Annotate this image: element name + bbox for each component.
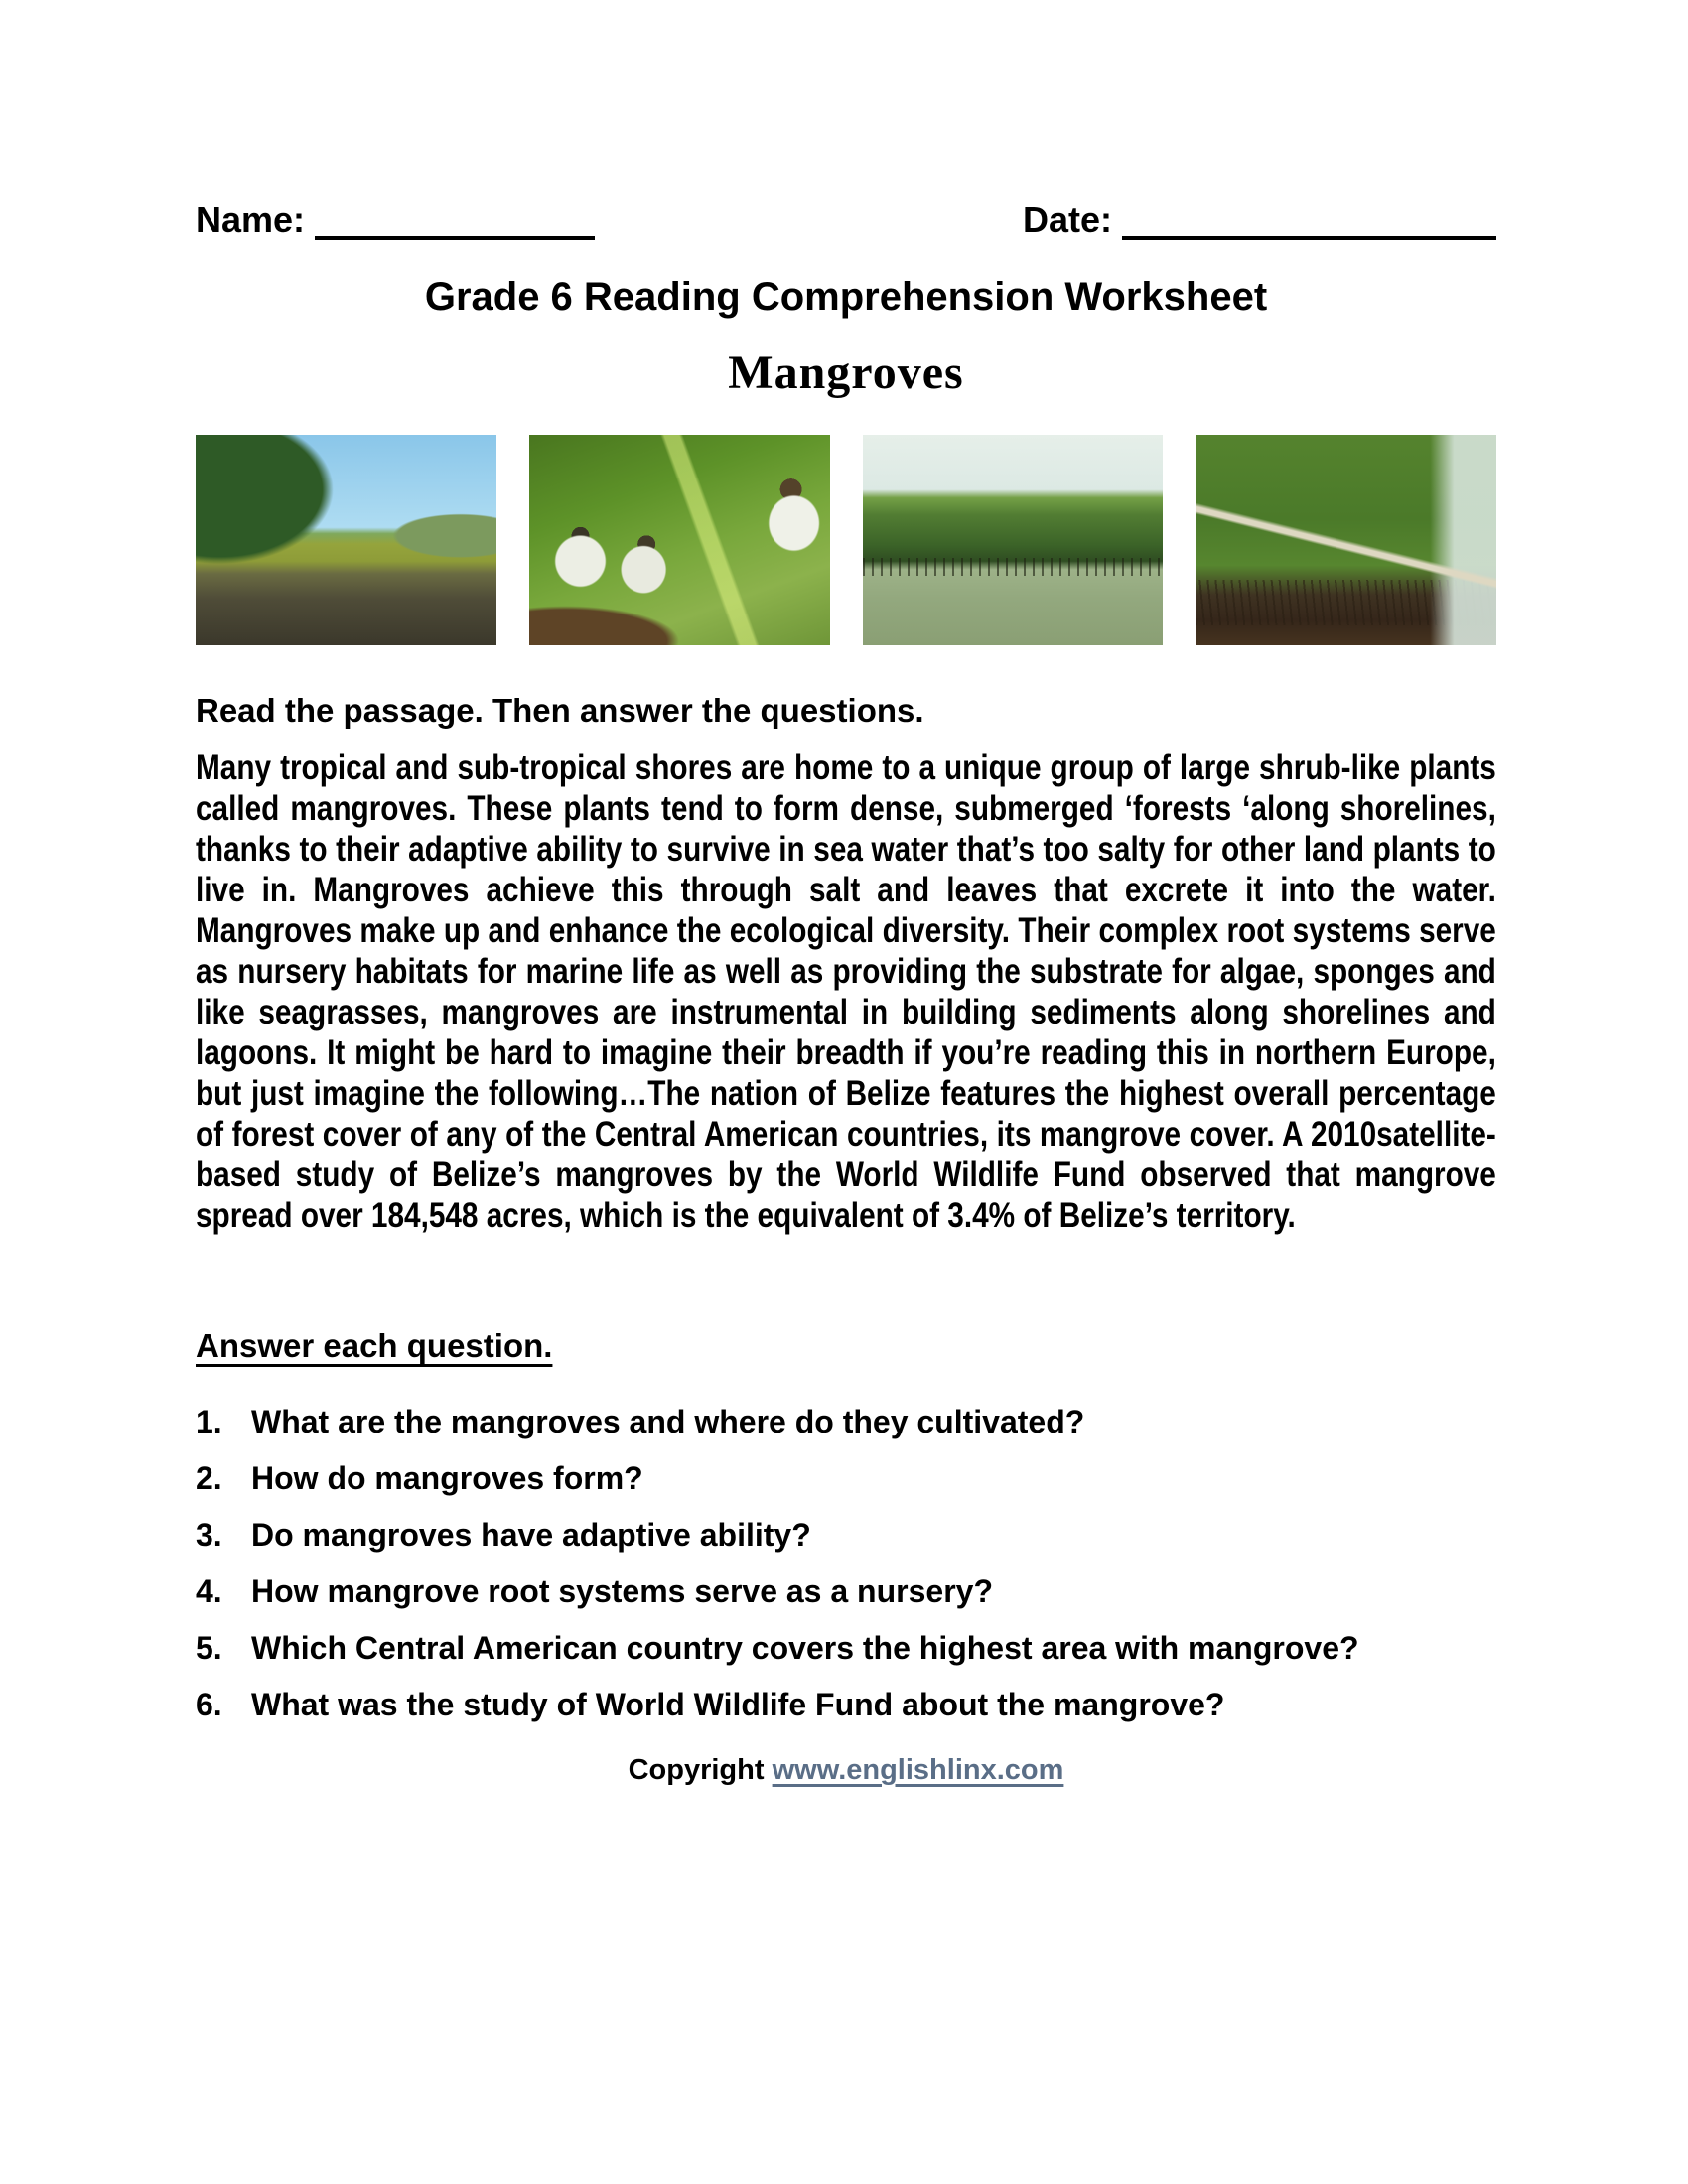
- website-link[interactable]: www.englishlinx.com: [772, 1754, 1064, 1786]
- questions-list: [196, 1403, 1496, 1723]
- questions-heading: Answer each question.: [196, 1327, 553, 1364]
- question-text: Which Central American country covers the highest area with mangrove?: [251, 1630, 1359, 1666]
- photo-strip: [196, 435, 1496, 645]
- question-text: What are the mangroves and where do they cultivated?: [251, 1404, 1085, 1439]
- worksheet-title: Grade 6 Reading Comprehension Worksheet: [424, 275, 1268, 319]
- mangrove-marsh-photo: [196, 435, 496, 645]
- question-item: [196, 1686, 1496, 1723]
- question-number: 4.: [196, 1573, 222, 1609]
- question-number: 2.: [196, 1460, 222, 1496]
- mangrove-forest-photo: [863, 435, 1164, 645]
- mangrove-roots-photo: [1196, 435, 1496, 645]
- name-date-row: [196, 197, 1496, 240]
- footer: [196, 1753, 1496, 1787]
- name-blank-line: [315, 197, 595, 240]
- passage-title: Mangroves: [728, 346, 964, 399]
- date-blank-line: [1122, 197, 1496, 240]
- date-label: Date:: [1022, 200, 1112, 240]
- worksheet-content: [196, 0, 1496, 1787]
- copyright-label: Copyright: [628, 1754, 765, 1786]
- question-number: 6.: [196, 1687, 222, 1722]
- question-text: What was the study of World Wildlife Fund about the mangrove?: [251, 1687, 1225, 1722]
- question-text: How mangrove root systems serve as a nursery?: [251, 1573, 993, 1609]
- question-item: [196, 1516, 1496, 1554]
- mangrove-planting-photo: [529, 435, 830, 645]
- question-item: [196, 1403, 1496, 1440]
- question-item: [196, 1572, 1496, 1610]
- question-number: 3.: [196, 1517, 222, 1553]
- question-number: 1.: [196, 1404, 222, 1439]
- question-item: [196, 1629, 1496, 1667]
- name-label: Name:: [196, 200, 306, 240]
- question-number: 5.: [196, 1630, 222, 1666]
- question-item: [196, 1459, 1496, 1497]
- instructions-text: Read the passage. Then answer the questions.: [196, 692, 924, 729]
- question-text: How do mangroves form?: [251, 1460, 643, 1496]
- date-group: [1023, 197, 1496, 240]
- question-text: Do mangroves have adaptive ability?: [251, 1517, 811, 1553]
- name-group: [196, 197, 595, 240]
- passage-text: Many tropical and sub-tropical shores are home to a unique group of large shrub-like plants called mangroves. These plants tend to form dense, submerged ‘forests ‘along shorelines, thanks to their adaptive ability to survive in sea water that’s too salty for other land plants to live in. Mangroves achieve this through salt and leaves that excrete it into the water. Mangroves make up and enhance the ecological diversity. Their complex root systems serve as nursery habitats for marine life as well as providing the substrate for algae, sponges and like seagrasses, mangroves are instrumental in building sediments along shorelines and lagoons. It might be hard to imagine their breadth if you’re reading this in northern Europe, but just imagine the following…The nation of Belize features the highest overall percentage of forest cover of any of the Central American countries, its mangrove cover. A 2010satellite-based study of Belize’s mangroves by the World Wildlife Fund observed that mangrove spread over 184,548 acres, which is the equivalent of 3.4% of Belize’s territory.: [196, 749, 1496, 1235]
